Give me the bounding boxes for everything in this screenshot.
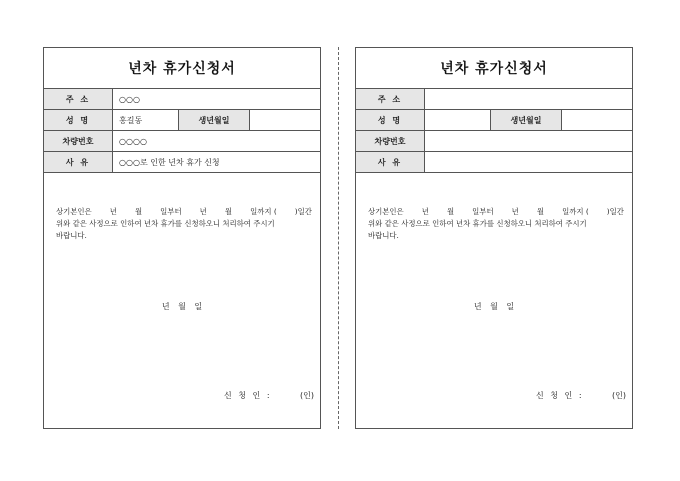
statement-word: 상기본인은: [368, 207, 404, 216]
car-label: 차량번호: [44, 131, 113, 151]
address-row: [44, 89, 320, 110]
statement-word: 월: [134, 207, 143, 216]
leave-request-form-filled: [43, 47, 321, 429]
seal-mark: (인): [612, 391, 626, 400]
statement-word: 월: [224, 207, 232, 216]
car-value[interactable]: ○○○○: [119, 136, 147, 146]
reason-value[interactable]: [425, 152, 632, 172]
statement-word: 년: [199, 207, 207, 216]
name-row: [44, 110, 320, 131]
address-label: 주 소: [356, 89, 425, 109]
seal-mark: (인): [300, 391, 314, 400]
statement-word: )일간: [606, 207, 624, 216]
birth-label: 생년월일: [491, 110, 562, 130]
name-label: 성 명: [44, 110, 113, 130]
name-value[interactable]: [425, 110, 491, 130]
cut-line-divider: [338, 47, 339, 429]
address-label: 주 소: [44, 89, 113, 109]
statement-word: 일부터: [472, 207, 494, 216]
statement-line-1: [368, 206, 624, 218]
car-value[interactable]: [425, 131, 632, 151]
request-date: 년 월 일: [161, 302, 203, 311]
request-statement: [368, 206, 624, 242]
statement-word: )일간: [294, 207, 312, 216]
applicant-label: 신 청 인 :: [536, 391, 584, 400]
name-label: 성 명: [356, 110, 425, 130]
statement-line-3: 바랍니다.: [56, 231, 87, 240]
reason-label: 사 유: [356, 152, 425, 172]
form-title: 년차 휴가신청서: [44, 48, 320, 89]
car-label: 차량번호: [356, 131, 425, 151]
reason-row: [356, 152, 632, 173]
statement-word: 월: [536, 207, 544, 216]
birth-value[interactable]: [562, 110, 632, 130]
statement-word: 일부터: [160, 207, 182, 216]
birth-value[interactable]: [250, 110, 320, 130]
name-row: [356, 110, 632, 131]
reason-label: 사 유: [44, 152, 113, 172]
birth-label: 생년월일: [179, 110, 250, 130]
address-row: [356, 89, 632, 110]
statement-word: 월: [446, 207, 455, 216]
request-statement: [56, 206, 312, 242]
applicant-label: 신 청 인 :: [224, 391, 272, 400]
statement-line-2: 위와 같은 사정으로 인하여 년차 휴가를 신청하오니 처리하여 주시기: [56, 219, 275, 228]
leave-request-form-blank: [355, 47, 633, 429]
form-title: 년차 휴가신청서: [356, 48, 632, 89]
statement-line-2: 위와 같은 사정으로 인하여 년차 휴가를 신청하오니 처리하여 주시기: [368, 219, 587, 228]
name-value[interactable]: 홍길동: [113, 110, 179, 130]
statement-word: 년: [109, 207, 117, 216]
request-date: 년 월 일: [473, 302, 515, 311]
reason-row: [44, 152, 320, 173]
car-row: [356, 131, 632, 152]
statement-word: 년: [421, 207, 429, 216]
statement-word: 년: [511, 207, 519, 216]
car-row: [44, 131, 320, 152]
statement-line-1: [56, 206, 312, 218]
statement-word: 일까지 (: [562, 207, 589, 216]
address-value[interactable]: [425, 89, 632, 109]
statement-line-3: 바랍니다.: [368, 231, 399, 240]
statement-word: 상기본인은: [56, 207, 92, 216]
address-value[interactable]: ○○○: [119, 94, 140, 104]
statement-word: 일까지 (: [250, 207, 277, 216]
reason-value[interactable]: ○○○로 인한 년차 휴가 신청: [119, 157, 220, 167]
